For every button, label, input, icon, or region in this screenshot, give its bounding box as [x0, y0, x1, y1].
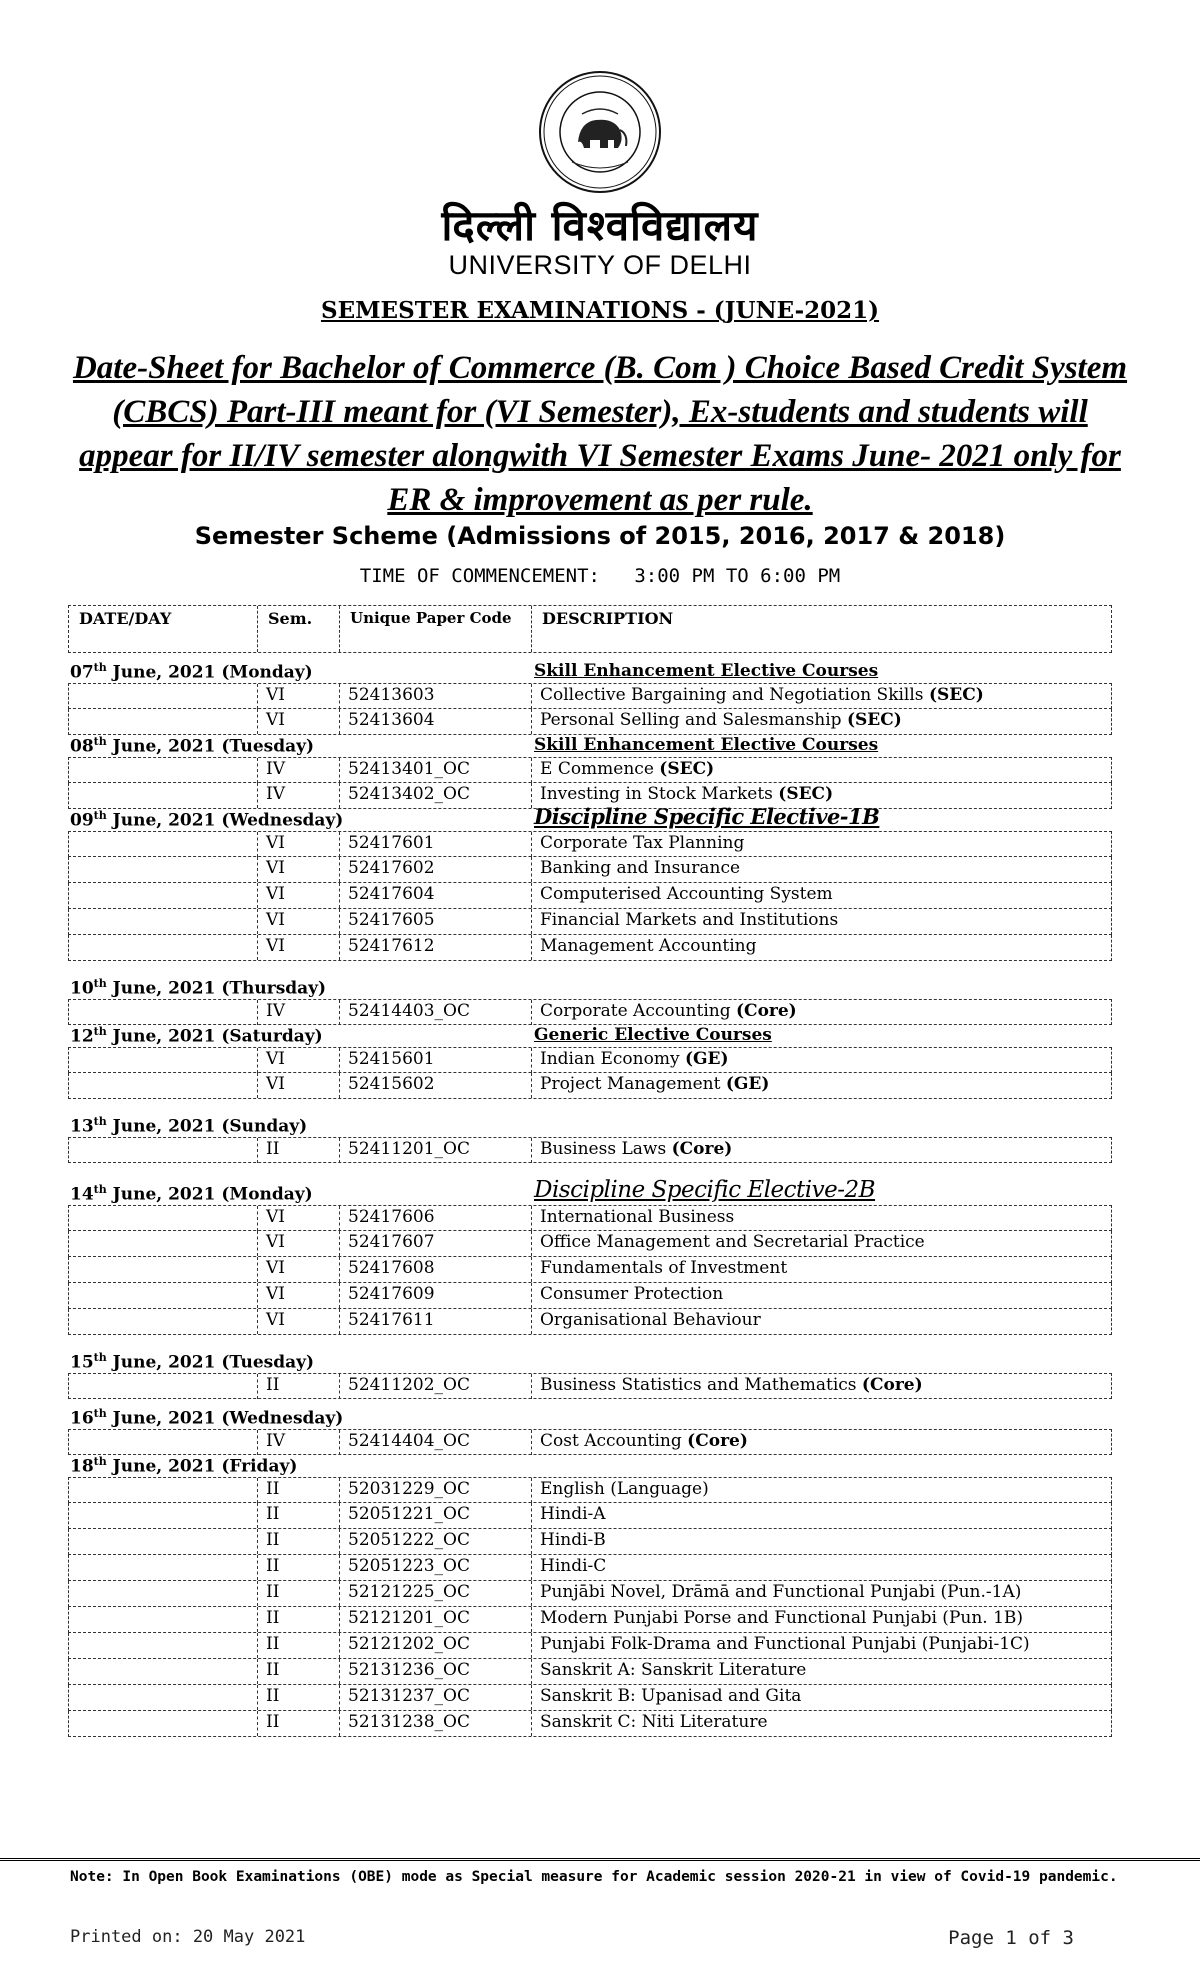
- semester-cell: IV: [257, 1430, 339, 1455]
- paper-code-cell: 52415601: [339, 1048, 531, 1073]
- paper-code-cell: 52413603: [339, 684, 531, 709]
- description-cell: [531, 1430, 1113, 1455]
- paper-title: Indian Economy: [540, 1049, 680, 1069]
- semester-cell: II: [257, 1685, 339, 1710]
- paper-code-cell: 52417605: [339, 909, 531, 934]
- table-row: [68, 1373, 1112, 1399]
- exam-date-ordinal: th: [93, 977, 107, 991]
- exam-date-day: 15: [70, 1353, 94, 1373]
- semester-cell: IV: [257, 758, 339, 783]
- course-category: Skill Enhancement Elective Courses: [534, 735, 879, 755]
- table-row: [68, 1555, 1112, 1581]
- table-row: [68, 757, 1112, 783]
- paper-title: Banking and Insurance: [540, 858, 741, 878]
- table-row: [68, 999, 1112, 1025]
- exam-date-ordinal: th: [93, 661, 107, 675]
- description-cell: [531, 1283, 1113, 1308]
- paper-code-cell: 52413604: [339, 709, 531, 734]
- exam-date-rest: June, 2021 (Wednesday): [106, 1409, 344, 1429]
- table-row: [68, 1073, 1112, 1099]
- paper-title: Office Management and Secretarial Practice: [540, 1232, 925, 1252]
- table-row: [68, 1205, 1112, 1231]
- description-cell: [531, 1478, 1113, 1503]
- paper-code-cell: 52131238_OC: [339, 1711, 531, 1736]
- exam-date-ordinal: th: [93, 809, 107, 823]
- table-row: [68, 909, 1112, 935]
- paper-title: Hindi-A: [540, 1504, 606, 1524]
- description-cell: [531, 857, 1113, 882]
- day-header: [68, 1455, 1112, 1477]
- column-header-date: DATE/DAY: [79, 609, 172, 628]
- table-row: [68, 1711, 1112, 1737]
- paper-title: Sanskrit A: Sanskrit Literature: [540, 1660, 807, 1680]
- exam-date-ordinal: th: [93, 1115, 107, 1129]
- description-cell: [531, 684, 1113, 709]
- semester-cell: VI: [257, 832, 339, 857]
- date-sheet-headline: Date-Sheet for Bachelor of Commerce (B. Com ) Choice Based Credit System (CBCS) Part-III meant for (VI Semester), Ex-students and students will appear for II/IV semester alongwith VI Semester Exams June- 2021 only for ER & improvement as per rule.: [72, 350, 1128, 518]
- paper-type-tag: (SEC): [778, 784, 834, 804]
- paper-code-cell: 52121201_OC: [339, 1607, 531, 1632]
- table-row: [68, 935, 1112, 961]
- day-header: [68, 1025, 1112, 1047]
- printed-on: Printed on: 20 May 2021: [70, 1927, 306, 1947]
- exam-date-rest: June, 2021 (Friday): [106, 1457, 298, 1477]
- paper-code-cell: 52417609: [339, 1283, 531, 1308]
- table-body: [68, 653, 1112, 1737]
- exam-date: [70, 1025, 323, 1047]
- paper-code-cell: 52417606: [339, 1206, 531, 1231]
- university-name: UNIVERSITY OF DELHI: [448, 250, 752, 280]
- paper-code-cell: 52417604: [339, 883, 531, 908]
- paper-title: Computerised Accounting System: [540, 884, 833, 904]
- table-row: [68, 1581, 1112, 1607]
- exam-date-ordinal: th: [93, 1025, 107, 1039]
- paper-type-tag: (Core): [687, 1431, 748, 1451]
- table-row: [68, 1477, 1112, 1503]
- paper-title: Cost Accounting: [540, 1431, 682, 1451]
- paper-title: Modern Punjabi Porse and Functional Punjabi (Pun. 1B): [540, 1608, 1024, 1628]
- paper-code-cell: 52411202_OC: [339, 1374, 531, 1399]
- description-cell: [531, 883, 1113, 908]
- paper-code-cell: 52411201_OC: [339, 1138, 531, 1163]
- day-header: [68, 735, 1112, 757]
- exam-date-ordinal: th: [93, 1455, 107, 1469]
- day-header: [68, 1399, 1112, 1429]
- paper-type-tag: (Core): [671, 1139, 733, 1159]
- semester-scheme: Semester Scheme (Admissions of 2015, 2016, 2017 & 2018): [194, 522, 1006, 550]
- paper-title: Personal Selling and Salesmanship: [540, 710, 842, 730]
- description-cell: [531, 1231, 1113, 1256]
- description-cell: [531, 935, 1113, 960]
- paper-title: Corporate Tax Planning: [540, 833, 745, 853]
- table-row: [68, 1137, 1112, 1163]
- semester-cell: II: [257, 1503, 339, 1528]
- semester-cell: II: [257, 1138, 339, 1163]
- table-row: [68, 1429, 1112, 1455]
- paper-title: Fundamentals of Investment: [540, 1258, 788, 1278]
- description-cell: [531, 1581, 1113, 1606]
- semester-cell: VI: [257, 935, 339, 960]
- semester-cell: IV: [257, 783, 339, 808]
- table-row: [68, 1633, 1112, 1659]
- exam-date-rest: June, 2021 (Tuesday): [106, 1353, 315, 1373]
- exam-date-rest: June, 2021 (Sunday): [106, 1117, 308, 1137]
- table-row: [68, 1659, 1112, 1685]
- exam-date-day: 12: [70, 1027, 94, 1047]
- course-category: Generic Elective Courses: [534, 1025, 772, 1045]
- exam-date-rest: June, 2021 (Wednesday): [106, 811, 344, 831]
- table-row: [68, 1047, 1112, 1073]
- paper-title: Consumer Protection: [540, 1284, 724, 1304]
- paper-title: Punjabi Folk-Drama and Functional Punjabi (Punjabi-1C): [540, 1634, 1030, 1654]
- semester-cell: VI: [257, 709, 339, 734]
- semester-cell: VI: [257, 909, 339, 934]
- semester-cell: II: [257, 1374, 339, 1399]
- description-cell: [531, 1073, 1113, 1098]
- paper-title: Collective Bargaining and Negotiation Skills: [540, 685, 924, 705]
- paper-code-cell: 52414403_OC: [339, 1000, 531, 1025]
- obe-note: Note: In Open Book Examinations (OBE) mode as Special measure for Academic session 2020-21 in view of Covid-19 pandemic.: [70, 1869, 1118, 1885]
- paper-code-cell: 52413402_OC: [339, 783, 531, 808]
- semester-cell: II: [257, 1529, 339, 1554]
- description-cell: [531, 1529, 1113, 1554]
- paper-code-cell: 52414404_OC: [339, 1430, 531, 1455]
- table-header: [68, 605, 1112, 653]
- semester-cell: VI: [257, 1231, 339, 1256]
- paper-title: Punjābi Novel, Drāmā and Functional Punjabi (Pun.-1A): [540, 1582, 1022, 1602]
- day-header: [68, 961, 1112, 999]
- exam-date: [70, 977, 326, 999]
- description-cell: [531, 1257, 1113, 1282]
- exam-date-day: 08: [70, 737, 94, 757]
- exam-date-ordinal: th: [93, 735, 107, 749]
- description-cell: [531, 1503, 1113, 1528]
- paper-title: E Commence: [540, 759, 654, 779]
- description-cell: [531, 1309, 1113, 1334]
- course-category: Discipline Specific Elective-2B: [534, 1177, 876, 1203]
- paper-title: English (Language): [540, 1479, 709, 1499]
- paper-code-cell: 52131237_OC: [339, 1685, 531, 1710]
- semester-cell: VI: [257, 1257, 339, 1282]
- paper-code-cell: 52051223_OC: [339, 1555, 531, 1580]
- description-cell: [531, 909, 1113, 934]
- semester-cell: II: [257, 1607, 339, 1632]
- footer-divider: [0, 1858, 1200, 1861]
- university-seal-icon: [538, 70, 662, 194]
- exam-date: [70, 809, 343, 831]
- description-cell: [531, 1555, 1113, 1580]
- course-category: Skill Enhancement Elective Courses: [534, 661, 879, 681]
- exam-date-day: 14: [70, 1185, 94, 1205]
- paper-title: Business Statistics and Mathematics: [540, 1375, 857, 1395]
- exam-date: [70, 1455, 297, 1477]
- table-row: [68, 709, 1112, 735]
- day-header: [68, 1099, 1112, 1137]
- semester-cell: II: [257, 1633, 339, 1658]
- exam-date: [70, 1183, 313, 1205]
- paper-title: International Business: [540, 1207, 735, 1227]
- exam-date-rest: June, 2021 (Tuesday): [106, 737, 315, 757]
- exam-date-day: 09: [70, 811, 94, 831]
- paper-code-cell: 52121225_OC: [339, 1581, 531, 1606]
- semester-cell: VI: [257, 857, 339, 882]
- semester-cell: VI: [257, 1206, 339, 1231]
- exam-date: [70, 661, 313, 683]
- table-row: [68, 1283, 1112, 1309]
- paper-code-cell: 52417611: [339, 1309, 531, 1334]
- description-cell: [531, 758, 1113, 783]
- column-header-paper-code: Unique Paper Code: [339, 606, 531, 652]
- paper-code-cell: 52051222_OC: [339, 1529, 531, 1554]
- day-header: [68, 1335, 1112, 1373]
- column-header-description: DESCRIPTION: [531, 606, 1113, 652]
- table-row: [68, 857, 1112, 883]
- semester-cell: VI: [257, 1283, 339, 1308]
- semester-cell: VI: [257, 1309, 339, 1334]
- paper-code-cell: 52051221_OC: [339, 1503, 531, 1528]
- semester-cell: II: [257, 1555, 339, 1580]
- description-cell: [531, 1138, 1113, 1163]
- description-cell: [531, 1685, 1113, 1710]
- paper-title: Corporate Accounting: [540, 1001, 736, 1021]
- exam-date-day: 13: [70, 1117, 94, 1137]
- description-cell: [531, 1711, 1113, 1736]
- description-cell: [531, 709, 1113, 734]
- paper-type-tag: (SEC): [928, 685, 984, 705]
- day-header: [68, 653, 1112, 683]
- column-header-sem: Sem.: [257, 606, 339, 652]
- table-row: [68, 1309, 1112, 1335]
- description-cell: [531, 832, 1113, 857]
- paper-title: Hindi-C: [540, 1556, 607, 1576]
- description-cell: [531, 1607, 1113, 1632]
- day-header: [68, 804, 1112, 831]
- semester-cell: VI: [257, 883, 339, 908]
- paper-code-cell: 52417612: [339, 935, 531, 960]
- table-row: [68, 831, 1112, 857]
- course-category: Discipline Specific Elective-1B: [534, 804, 880, 829]
- semester-cell: II: [257, 1659, 339, 1684]
- table-row: [68, 1503, 1112, 1529]
- exam-date-rest: June, 2021 (Thursday): [106, 979, 327, 999]
- semester-cell: II: [257, 1711, 339, 1736]
- paper-code-cell: 52417608: [339, 1257, 531, 1282]
- paper-title: Business Laws: [540, 1139, 667, 1159]
- hindi-university-title: दिल्ली विश्वविद्यालय: [441, 201, 759, 250]
- page-number: Page 1 of 3: [948, 1927, 1074, 1949]
- description-cell: [531, 1374, 1113, 1399]
- paper-title: Hindi-B: [540, 1530, 606, 1550]
- exam-date-rest: June, 2021 (Saturday): [106, 1027, 323, 1047]
- semester-cell: VI: [257, 684, 339, 709]
- paper-code-cell: 52417602: [339, 857, 531, 882]
- paper-title: Organisational Behaviour: [540, 1310, 761, 1330]
- exam-date-ordinal: th: [93, 1183, 107, 1197]
- table-row: [68, 1231, 1112, 1257]
- paper-type-tag: (SEC): [846, 710, 902, 730]
- semester-cell: II: [257, 1581, 339, 1606]
- paper-code-cell: 52417601: [339, 832, 531, 857]
- semester-cell: VI: [257, 1073, 339, 1098]
- table-row: [68, 883, 1112, 909]
- exam-date-day: 07: [70, 663, 94, 683]
- paper-code-cell: 52131236_OC: [339, 1659, 531, 1684]
- paper-title: Financial Markets and Institutions: [540, 910, 839, 930]
- time-of-commencement: TIME OF COMMENCEMENT: 3:00 PM TO 6:00 PM: [359, 565, 841, 587]
- exam-date: [70, 1115, 307, 1137]
- description-cell: [531, 1048, 1113, 1073]
- paper-code-cell: 52121202_OC: [339, 1633, 531, 1658]
- paper-title: Management Accounting: [540, 936, 757, 956]
- paper-type-tag: (SEC): [659, 759, 715, 779]
- semester-cell: IV: [257, 1000, 339, 1025]
- exam-date: [70, 735, 314, 757]
- semester-cell: II: [257, 1478, 339, 1503]
- description-cell: [531, 1659, 1113, 1684]
- paper-type-tag: (Core): [736, 1001, 797, 1021]
- exam-date: [70, 1407, 343, 1429]
- table-row: [68, 1685, 1112, 1711]
- table-row: [68, 1607, 1112, 1633]
- table-row: [68, 1257, 1112, 1283]
- description-cell: [531, 1000, 1113, 1025]
- exam-date-ordinal: th: [93, 1351, 107, 1365]
- description-cell: [531, 1633, 1113, 1658]
- exam-date-day: 10: [70, 979, 94, 999]
- paper-code-cell: 52417607: [339, 1231, 531, 1256]
- exam-date: [70, 1351, 314, 1373]
- exam-schedule-table: [68, 605, 1112, 1737]
- table-row: [68, 1529, 1112, 1555]
- paper-title: Project Management: [540, 1074, 721, 1094]
- exam-date-day: 18: [70, 1457, 94, 1477]
- exam-title: SEMESTER EXAMINATIONS - (JUNE-2021): [320, 297, 880, 324]
- day-header: [68, 1163, 1112, 1205]
- exam-date-day: 16: [70, 1409, 94, 1429]
- paper-type-tag: (GE): [684, 1049, 729, 1069]
- paper-type-tag: (GE): [725, 1074, 770, 1094]
- exam-date-rest: June, 2021 (Monday): [106, 663, 313, 683]
- paper-title: Investing in Stock Markets: [540, 784, 773, 804]
- paper-code-cell: 52413401_OC: [339, 758, 531, 783]
- paper-code-cell: 52031229_OC: [339, 1478, 531, 1503]
- semester-cell: VI: [257, 1048, 339, 1073]
- paper-code-cell: 52415602: [339, 1073, 531, 1098]
- paper-title: Sanskrit C: Niti Literature: [540, 1712, 768, 1732]
- exam-date-rest: June, 2021 (Monday): [106, 1185, 313, 1205]
- exam-date-ordinal: th: [93, 1407, 107, 1421]
- paper-title: Sanskrit B: Upanisad and Gita: [540, 1686, 802, 1706]
- table-row: [68, 683, 1112, 709]
- paper-type-tag: (Core): [861, 1375, 923, 1395]
- description-cell: [531, 1206, 1113, 1231]
